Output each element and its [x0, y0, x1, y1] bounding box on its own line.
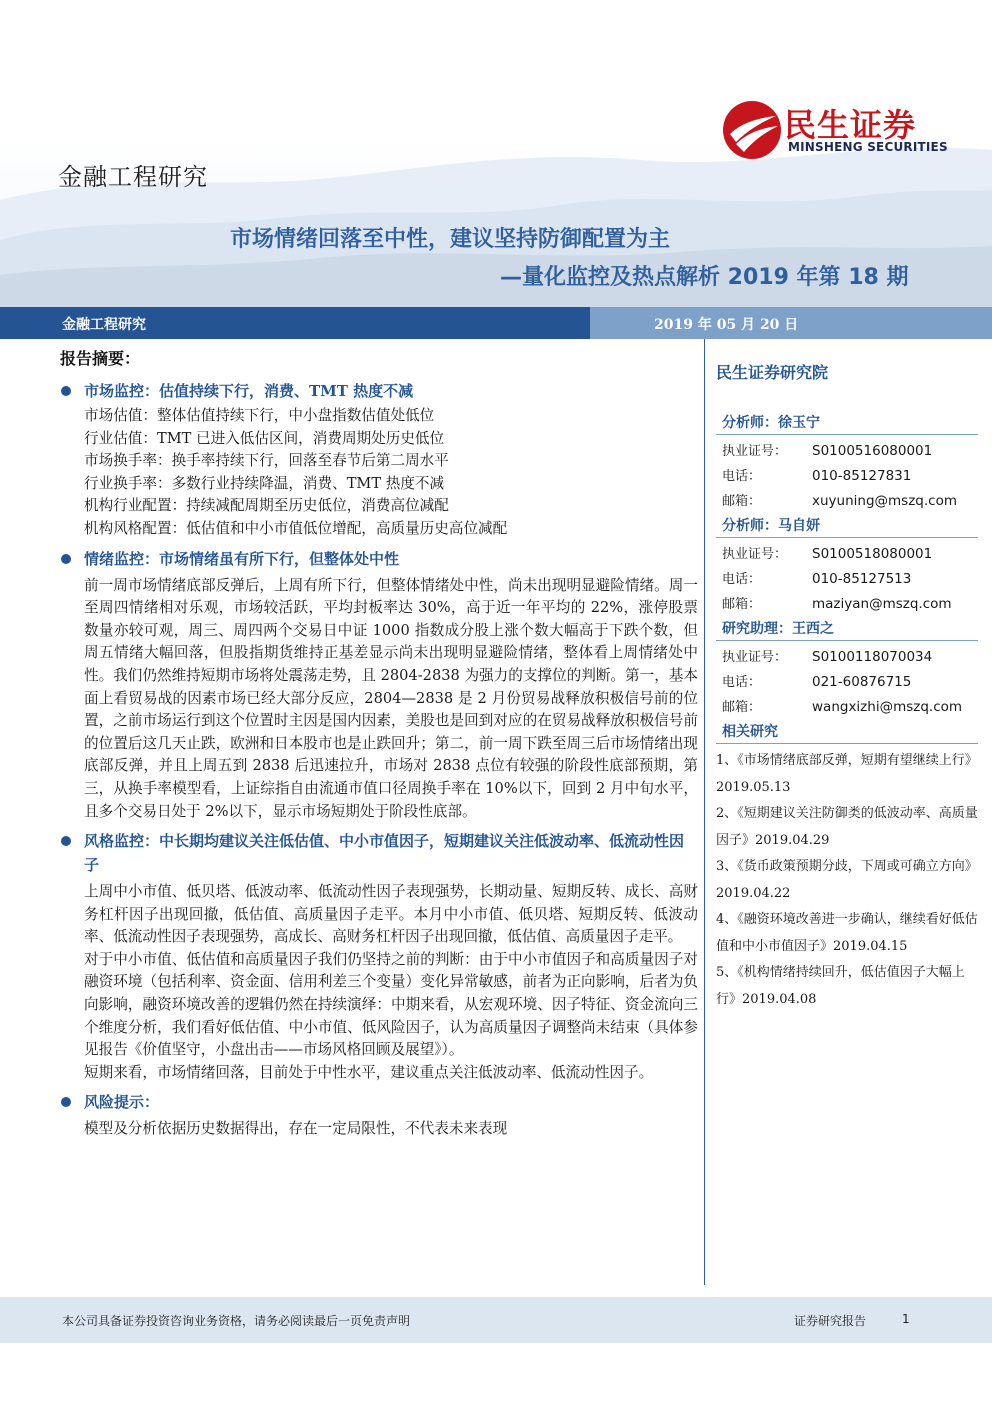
logo-chinese-name: 民生证券	[784, 106, 917, 144]
analyst-row	[716, 439, 978, 464]
row-value: 010-85127513	[812, 571, 912, 587]
report-date: 2019 年 05 月 20 日	[654, 317, 799, 333]
bullet-icon	[61, 836, 71, 846]
row-value: S0100518080001	[812, 546, 933, 562]
market-line: 行业估值：TMT 已进入低估区间，消费周期处历史低位	[84, 429, 445, 447]
analyst-block	[716, 617, 978, 720]
related-research-item[interactable]: 1、《市场情绪底部反弹，短期有望继续上行》2019.05.13	[716, 753, 978, 795]
section-style-heading	[58, 829, 698, 877]
band-label: 金融工程研究	[62, 317, 146, 333]
row-key: 执业证号：	[722, 650, 788, 665]
email-link[interactable]: xuyuning@mszq.com	[812, 493, 957, 509]
market-line: 市场换手率：换手率持续下行，回落至春节后第二周水平	[84, 452, 449, 470]
related-research-item[interactable]: 5、《机构情绪持续回升，低估值因子大幅上行》2019.04.08	[716, 965, 965, 1007]
risk-paragraph: 模型及分析依据历史数据得出，存在一定局限性，不代表未来表现	[84, 1120, 508, 1138]
sentiment-paragraph: 前一周市场情绪底部反弹后，上周有所下行，但整体情绪处中性，尚未出现明显避险情绪。周一至周四情绪相对乐观，市场较活跃，平均封板率达 30%，高于近一年平均的 22%，涨停股票数量亦较可观，周三、周四两个交易日中证 1000 指数成分股上涨个数大幅高于下跌个数，但周五情绪大幅回落，但股指期货维持正基差显示尚未出现明显避险情绪，整体看上周情绪处中性。我们仍然维持短期市场将处震荡走势，且 2804-2838 为强力的支撑位的判断。第一，基本面上看贸易战的因素市场已经大部分反应，2804—2838 是 2 月份贸易战释放积极信号前的位置，之前市场运行到这个位置时主因是国内因素，美股也是回到对应的在贸易战释放积极信号前的位置后这几天止跌，欧洲和日本股市也是止跌回升；第二，前一周下跌至周三后市场情绪出现底部反弹，并且上周五到 2838 后迅速拉升，市场对 2838 点位有较强的阶段性底部预期，第三，从换手率模型看，上证综指自由流通市值口径周换手率在 10%以下，回到 2 月中旬水平，且多个交易日处于 2%以下，显示市场短期处于阶段性底部。	[84, 576, 698, 820]
analyst-heading: 研究助理：王西之	[716, 617, 978, 641]
analyst-heading: 分析师：徐玉宁	[716, 411, 978, 435]
section-risk-heading-text: 风险提示：	[84, 1093, 160, 1112]
related-research-list	[716, 748, 978, 1013]
market-line: 行业换手率：多数行业持续降温，消费、TMT 热度不减	[84, 474, 445, 492]
related-research-item[interactable]: 3、《货币政策预期分歧，下周或可确立方向》2019.04.22	[716, 859, 978, 901]
row-key: 电话：	[722, 572, 762, 587]
department-title: 金融工程研究	[58, 163, 208, 191]
analyst-row	[716, 645, 978, 670]
market-line: 机构行业配置：持续减配周期至历史低位，消费高位减配	[84, 497, 449, 515]
analyst-row	[716, 670, 978, 695]
analyst-row	[716, 489, 978, 514]
analyst-row	[716, 695, 978, 720]
row-key: 邮箱：	[722, 700, 762, 715]
section-sentiment-heading-text: 情绪监控：市场情绪虽有所下行，但整体处中性	[84, 549, 400, 568]
row-value: 010-85127831	[812, 468, 912, 484]
analyst-block	[716, 514, 978, 617]
bullet-icon	[61, 554, 71, 564]
style-paragraph-2: 对于中小市值、低估值和高质量因子我们仍坚持之前的判断：由于中小市值因子和高质量因子对融资环境（包括利率、资金面、信用利差三个变量）变化异常敏感，前者为正向影响，后者为负向影响，融资环境改善的逻辑仍然在持续演绎：中期来看，从宏观环境、因子特征、资金流向三个维度分析，我们看好低估值、中小市值、低风险因子，认为高质量因子调整尚未结束（具体参见报告《价值坚守，小盘出击——市场风格回顾及展望》）。	[84, 950, 698, 1059]
analyst-row	[716, 542, 978, 567]
footer	[0, 1297, 992, 1343]
institute-name: 民生证券研究院	[716, 363, 829, 382]
analyst-heading: 分析师：马自妍	[716, 514, 978, 538]
section-market-heading-text: 市场监控：估值持续下行，消费、TMT 热度不减	[84, 382, 414, 400]
summary-column	[58, 345, 698, 1141]
row-key: 电话：	[722, 469, 762, 484]
email-link[interactable]: wangxizhi@mszq.com	[812, 699, 963, 715]
analyst-row	[716, 592, 978, 617]
bullet-icon	[61, 386, 71, 396]
report-title: 市场情绪回落至中性，建议坚持防御配置为主	[230, 227, 671, 252]
email-link[interactable]: maziyan@mszq.com	[812, 596, 952, 612]
market-line: 市场估值：整体估值持续下行，中小盘指数估值处低位	[84, 407, 435, 424]
sidebar-column	[716, 355, 978, 1013]
analyst-row	[716, 464, 978, 489]
related-research-item[interactable]: 2、《短期建议关注防御类的低波动率、高质量因子》2019.04.29	[716, 806, 978, 848]
analyst-row	[716, 567, 978, 592]
style-paragraph-1: 上周中小市值、低贝塔、低波动率、低流动性因子表现强势，长期动量、短期反转、成长、高财务杠杆因子出现回撤，低估值、高质量因子走平。本月中小市值、低贝塔、短期反转、低波动率、低流动性因子表现强势，高成长、高财务杠杆因子出现回撤，低估值、高质量因子走平。	[84, 883, 698, 946]
company-logo	[722, 100, 952, 160]
report-subtitle: —量化监控及热点解析 2019 年第 18 期	[500, 265, 909, 290]
section-risk-heading	[58, 1090, 698, 1114]
column-divider	[704, 339, 705, 1285]
page-number: 1	[902, 1312, 910, 1326]
row-key: 执业证号：	[722, 547, 788, 562]
bullet-icon	[61, 1097, 71, 1107]
header-band	[0, 307, 992, 339]
market-lines	[58, 405, 698, 541]
related-research-heading: 相关研究	[716, 720, 978, 744]
row-value: S0100118070034	[812, 649, 933, 665]
row-key: 执业证号：	[722, 444, 788, 459]
footer-report-type: 证券研究报告	[794, 1314, 867, 1328]
related-research-item[interactable]: 4、《融资环境改善进一步确认，继续看好低估值和中小市值因子》2019.04.15	[716, 912, 978, 954]
row-key: 邮箱：	[722, 597, 762, 612]
analyst-block	[716, 411, 978, 514]
footer-disclaimer: 本公司具备证券投资咨询业务资格，请务必阅读最后一页免责声明	[62, 1314, 411, 1328]
row-value: 021-60876715	[812, 674, 912, 690]
market-line: 机构风格配置：低估值和中小市值低位增配，高质量历史高位减配	[84, 519, 508, 537]
summary-title: 报告摘要：	[60, 349, 141, 368]
section-sentiment-heading	[58, 547, 698, 571]
row-key: 邮箱：	[722, 494, 762, 509]
row-value: S0100516080001	[812, 443, 933, 459]
row-key: 电话：	[722, 675, 762, 690]
section-style-heading-text: 风格监控：中长期均建议关注低估值、中小市值因子，短期建议关注低波动率、低流动性因子	[84, 832, 685, 875]
style-paragraph-3: 短期来看，市场情绪回落，目前处于中性水平，建议重点关注低波动率、低流动性因子。	[84, 1063, 654, 1081]
logo-english-name: MINSHENG SECURITIES	[788, 140, 948, 154]
section-market-heading	[58, 379, 698, 403]
minsheng-logo-icon	[722, 100, 782, 160]
